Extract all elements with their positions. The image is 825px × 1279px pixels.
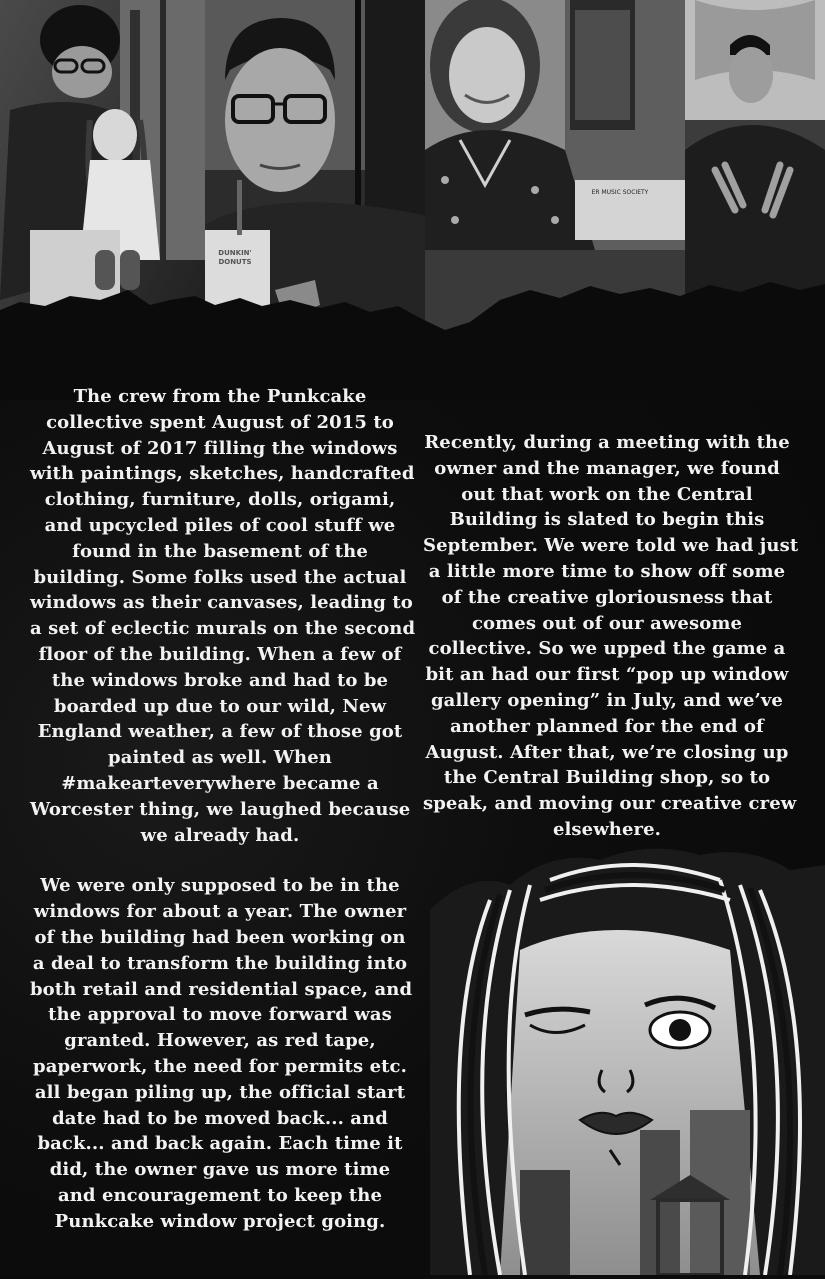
text-line: owner and the manager, we found: [434, 457, 780, 479]
text-line: out that work on the Central: [461, 483, 753, 505]
text-line: date had to be moved back... and: [52, 1107, 388, 1129]
text-line: Punkcake window project going.: [54, 1210, 386, 1232]
text-line: clothing, furniture, dolls, origami,: [44, 489, 396, 511]
photo-strip: [0, 0, 825, 400]
text-line: collective. So we upped the game a: [428, 638, 786, 660]
text-line: the windows broke and had to be: [51, 669, 389, 691]
window-sign-text: ER MUSIC SOCIETY: [591, 189, 649, 196]
torn-edge: [0, 0, 825, 400]
text-line: a set of eclectic murals on the second: [30, 618, 416, 640]
left-column: [30, 384, 416, 1235]
text-line: We were only supposed to be in the: [40, 875, 400, 897]
text-line: August. After that, we’re closing up: [425, 741, 789, 763]
text-line: paperwork, the need for permits etc.: [33, 1055, 407, 1077]
text-line: windows for about a year. The owner: [33, 901, 407, 923]
text-line: of the building had been working on: [34, 926, 406, 948]
text-line: back... and back again. Each time it: [37, 1133, 403, 1155]
text-line: another planned for the end of: [450, 715, 764, 737]
mural-painted-face: [430, 830, 825, 1275]
text-line: building. Some folks used the actual: [33, 566, 407, 588]
text-line: England weather, a few of those got: [37, 721, 403, 743]
right-paragraph-1: [423, 430, 799, 843]
text-line: Building is slated to begin this: [449, 509, 765, 531]
text-line: found in the basement of the: [72, 540, 368, 562]
text-line: of the creative gloriousness that: [441, 586, 773, 608]
cup-logo-line-1: DUNKIN': [218, 249, 252, 257]
text-line: both retail and residential space, and: [30, 978, 413, 1000]
text-line: Worcester thing, we laughed because: [30, 798, 411, 820]
text-line: did, the owner gave us more time: [49, 1159, 391, 1181]
text-line: painted as well. When: [108, 747, 332, 769]
text-line: gallery opening” in July, and we’ve: [431, 689, 783, 711]
text-line: bit an had our first “pop up window: [425, 664, 789, 686]
right-column: [423, 430, 799, 843]
text-line: windows as their canvases, leading to: [30, 592, 413, 614]
text-line: boarded up due to our wild, New: [53, 695, 387, 717]
text-line: September. We were told we had just: [423, 535, 799, 557]
text-line: and upcycled piles of cool stuff we: [44, 514, 396, 536]
text-line: The crew from the Punkcake: [73, 386, 367, 407]
cup-logo-line-2: DONUTS: [218, 258, 252, 266]
text-line: the Central Building shop, so to: [443, 767, 771, 789]
text-line: and encouragement to keep the: [57, 1184, 383, 1206]
text-line: speak, and moving our creative crew: [423, 793, 797, 815]
text-line: elsewhere.: [552, 818, 662, 840]
text-line: Recently, during a meeting with the: [424, 432, 790, 453]
text-line: a little more time to show off some: [428, 560, 786, 582]
text-line: the approval to move forward was: [48, 1004, 392, 1026]
left-paragraph-1: [30, 384, 416, 848]
text-line: with paintings, sketches, handcrafted: [30, 463, 415, 485]
text-line: a deal to transform the building into: [32, 952, 408, 974]
text-line: comes out of our awesome: [471, 612, 743, 634]
text-line: granted. However, as red tape,: [64, 1030, 376, 1052]
text-line: we already had.: [140, 824, 300, 846]
text-line: August of 2017 filling the windows: [42, 437, 398, 459]
left-paragraph-2: [30, 873, 413, 1234]
text-line: floor of the building. When a few of: [38, 643, 402, 665]
text-line: #makearteverywhere became a: [61, 772, 379, 794]
text-line: all began piling up, the official start: [34, 1081, 406, 1103]
text-line: collective spent August of 2015 to: [46, 411, 394, 433]
